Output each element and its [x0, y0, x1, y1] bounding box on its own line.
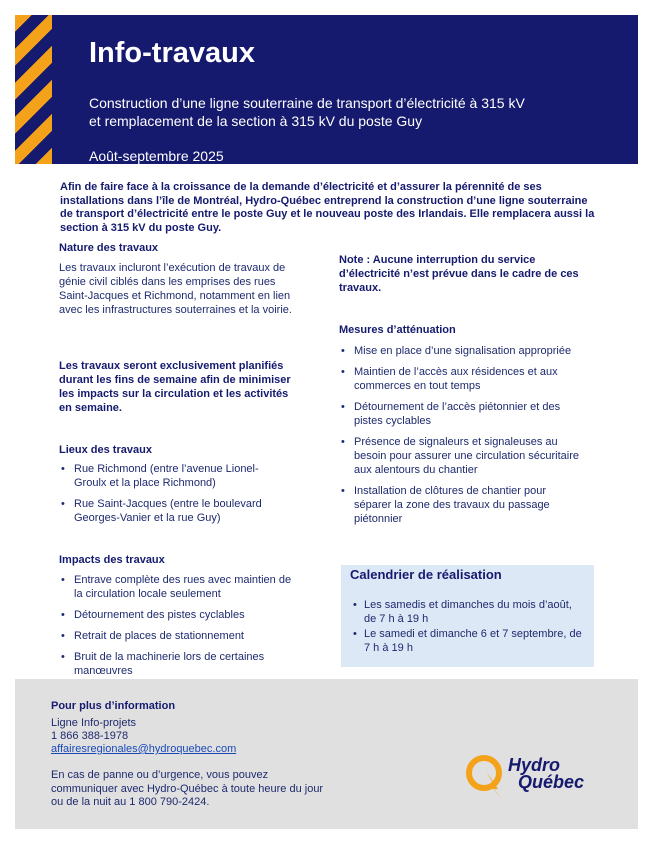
logo-wordmark — [508, 757, 584, 791]
list-item: • Bruit de la machinerie lors de certaines manœuvres — [59, 650, 299, 678]
hazard-stripes — [15, 15, 52, 164]
calendar-list — [351, 598, 586, 655]
hydro-quebec-logo — [464, 753, 614, 803]
footer-panel — [15, 679, 638, 829]
list-item: • Maintien de l’accès aux résidences et aux commerces en tout temps — [339, 365, 579, 393]
mesures-list — [339, 344, 579, 526]
logo-line-2: Québec — [518, 772, 585, 792]
emergency-text: En cas de panne ou d’urgence, vous pouvez communiquer avec Hydro-Québec à toute heure du jour ou de la nuit au 1 800 790-2424. — [51, 769, 324, 808]
list-item: • Détournement de l’accès piétonnier et des pistes cyclables — [339, 400, 579, 428]
impacts-section — [59, 553, 299, 567]
weekend-notice: Les travaux seront exclusivement planifiés durant les fins de semaine afin de minimiser les impacts sur la circulation et les activités en semaine. — [59, 360, 291, 414]
impacts-list — [59, 573, 299, 678]
note-wrap — [339, 253, 579, 295]
logo-line-1: Hydro — [508, 755, 561, 775]
list-item: • Rue Saint-Jacques (entre le boulevard Georges-Vanier et la rue Guy) — [59, 497, 289, 525]
nature-bold — [59, 359, 299, 415]
lieux-heading: Lieux des travaux — [59, 444, 152, 456]
page-subtitle: Construction d’une ligne souterraine de transport d’électricité à 315 kV et remplacement de la section à 315 kV du poste Guy — [89, 95, 525, 129]
list-item: • Entrave complète des rues avec maintien de la circulation locale seulement — [59, 573, 299, 601]
list-item: • Mise en place d’une signalisation appropriée — [339, 344, 579, 358]
list-item: • Retrait de places de stationnement — [59, 629, 299, 643]
list-item: • Présence de signaleurs et signaleuses au besoin pour assurer une circulation sécuritaire aux alentours du chantier — [339, 435, 579, 477]
mesures-section — [339, 323, 579, 337]
nature-text — [59, 261, 294, 317]
note-text: Note : Aucune interruption du service d’électricité n’est prévue dans le cadre de ces travaux. — [339, 254, 579, 294]
lieux-list-wrap — [59, 462, 289, 525]
mesures-list-wrap — [339, 344, 579, 526]
list-item: • Les samedis et dimanches du mois d’août, de 7 h à 19 h — [351, 598, 586, 626]
logo-q-icon — [464, 753, 514, 803]
contact-heading: Pour plus d’information — [51, 700, 176, 712]
list-item: • Installation de clôtures de chantier pour séparer la zone des travaux du passage piétonnier — [339, 484, 579, 526]
email-link[interactable]: affairesregionales@hydroquebec.com — [51, 743, 237, 755]
lieux-section — [59, 443, 299, 457]
nature-heading: Nature des travaux — [59, 242, 159, 254]
phone-number: 1 866 388-1978 — [51, 730, 129, 742]
mesures-heading: Mesures d’atténuation — [339, 324, 456, 336]
list-item: • Le samedi et dimanche 6 et 7 septembre, de 7 h à 19 h — [351, 627, 586, 655]
list-item: • Détournement des pistes cyclables — [59, 608, 299, 622]
calendar-heading: Calendrier de réalisation — [350, 567, 502, 582]
impacts-heading: Impacts des travaux — [59, 554, 165, 566]
nature-paragraph: Les travaux incluront l’exécution de travaux de génie civil ciblés dans les emprises des rues Saint-Jacques et Richmond, notamment en lien avec les infrastructures souterraines et la voirie. — [59, 262, 292, 316]
page-title: Info-travaux — [89, 37, 255, 69]
header-banner — [15, 15, 638, 164]
line-label: Ligne Info-projets — [51, 717, 136, 729]
nature-section — [59, 241, 294, 255]
calendar-box — [341, 565, 594, 667]
contact-info — [51, 700, 236, 756]
intro-paragraph: Afin de faire face à la croissance de la demande d’électricité et d’assurer la pérennité de ses installations dans l’île de Montréal, Hydro-Québec entreprend la construction d’une ligne souterraine de transport d’électricité entre le poste Guy et le nouveau poste des Irlandais. Elle remplacera aussi la section à 315 kV du poste Guy. — [60, 181, 595, 234]
impacts-list-wrap — [59, 573, 299, 678]
lieux-list — [59, 462, 289, 525]
list-item: • Rue Richmond (entre l’avenue Lionel-Groulx et la place Richmond) — [59, 462, 289, 490]
project-date: Août-septembre 2025 — [89, 148, 224, 164]
